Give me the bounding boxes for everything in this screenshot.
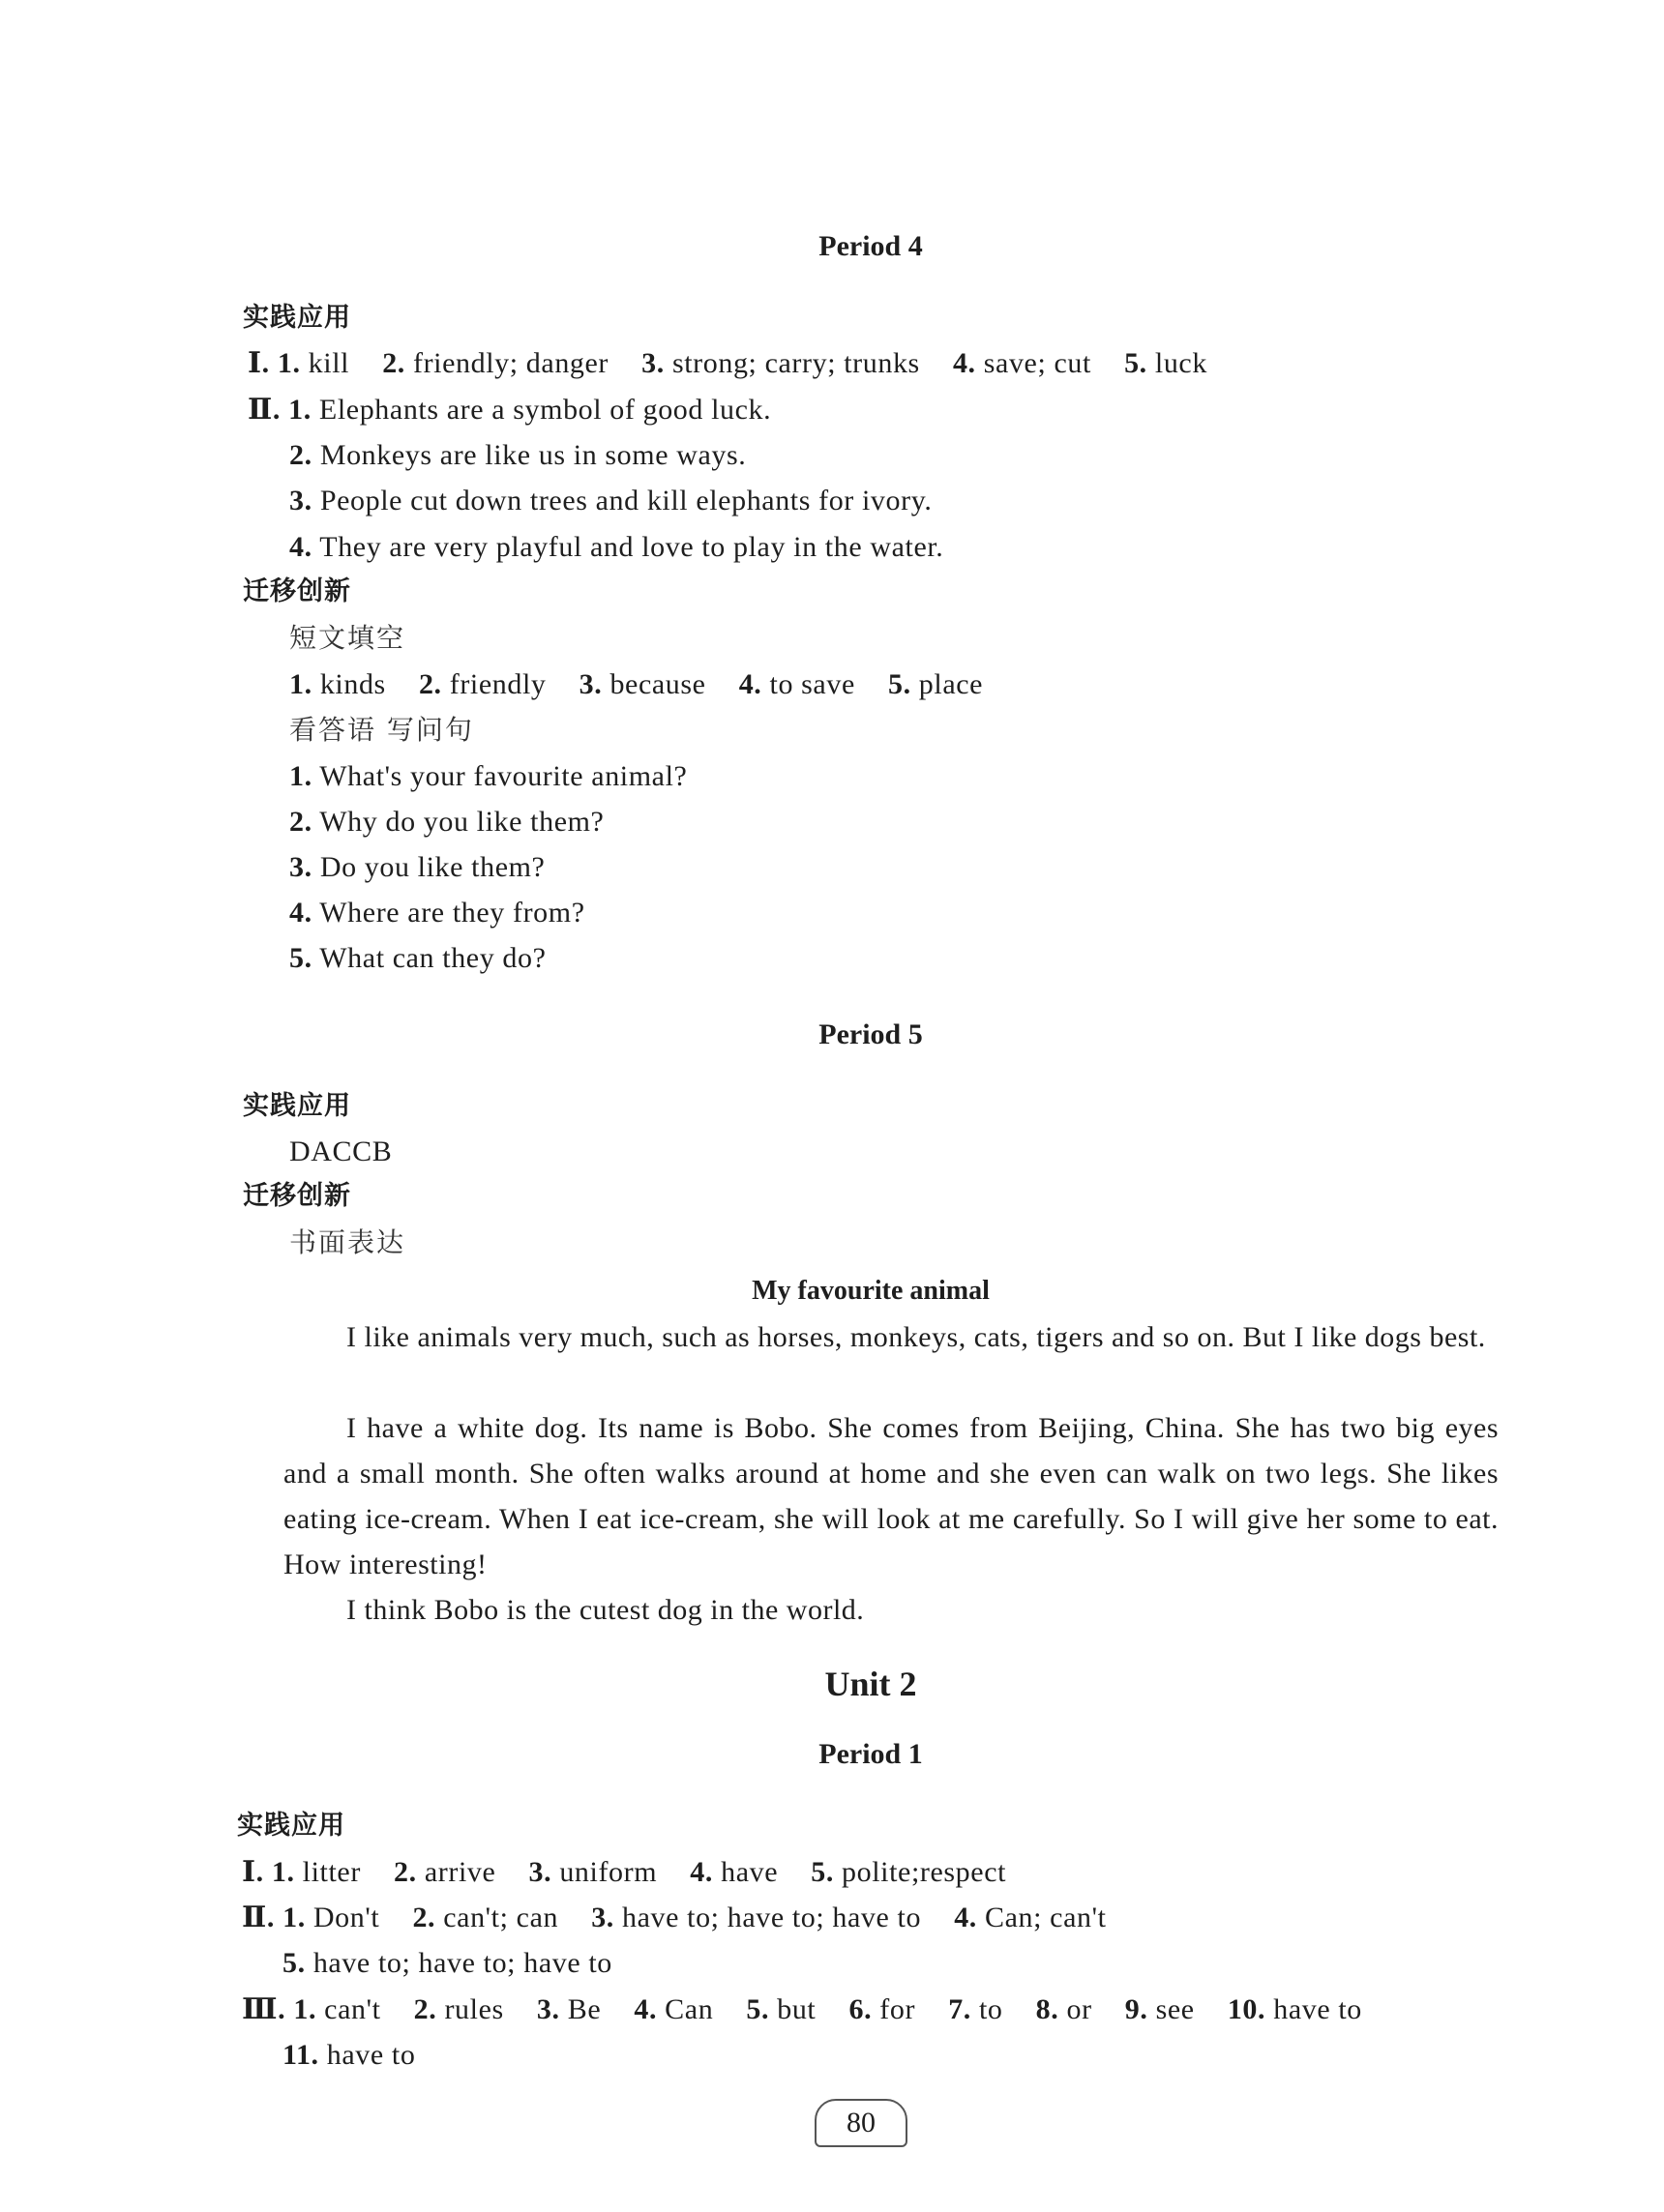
section-transfer-innovation: 迁移创新 [243,576,351,606]
unit-2-heading: Unit 2 [824,1665,917,1703]
cloze-answers: 1. kinds 2. friendly 3. because 4. to save 5. place [289,668,984,700]
essay-paragraph-1: I like animals very much, such as horses, monkeys, cats, tigers and so on. But I like dogs best. [346,1321,1486,1353]
essay-paragraph-2: I have a white dog. Its name is Bobo. She comes from Beijing, China. She has two big eyes and a small month. She often walks around at home and she even can walk on two legs. She likes eating ice-cream. When I eat ice-cream, she will look at me carefully. So I will give her some to eat. How interesting! [283,1412,1499,1580]
unit2-exercise-iii-answers: Ⅲ. 1. can't 2. rules 3. Be 4. Can 5. but 6. for 7. to 8. or 9. see 10. have to [242,1993,1362,2025]
question-answer-4: 4. Where are they from? [289,897,585,929]
subsection-write-questions: 看答语 写问句 [289,714,474,746]
unit2-exercise-ii-answers: Ⅱ. 1. Don't 2. can't; can 3. have to; have to; have to 4. Can; can't [242,1902,1107,1933]
page-number: 80 [815,2099,907,2147]
unit2-exercise-iii-answer-11: 11. have to [282,2039,416,2071]
section-practice-application-3: 实践应用 [237,1811,345,1841]
exercise-ii-answer-2: 2. Monkeys are like us in some ways. [289,439,747,471]
exercise-ii-answer-1: Ⅱ. 1. Elephants are a symbol of good luck. [248,394,772,426]
section-practice-application: 实践应用 [243,303,351,333]
unit-2-period-1-heading: Period 1 [818,1738,923,1770]
exercise-i-answers: Ⅰ. 1. kill 2. friendly; danger 3. strong; carry; trunks 4. save; cut 5. luck [248,347,1207,379]
period-5-heading: Period 5 [818,1018,923,1050]
unit2-exercise-ii-answer-5: 5. have to; have to; have to [282,1947,612,1979]
question-answer-5: 5. What can they do? [289,942,547,974]
question-answer-3: 3. Do you like them? [289,851,546,883]
section-practice-application-2: 实践应用 [243,1091,351,1121]
question-answer-1: 1. What's your favourite animal? [289,760,688,792]
exercise-ii-answer-3: 3. People cut down trees and kill elephants for ivory. [289,485,933,516]
essay-title: My favourite animal [752,1276,990,1306]
unit2-exercise-i-answers: Ⅰ. 1. litter 2. arrive 3. uniform 4. have 5. polite;respect [242,1856,1007,1888]
subsection-cloze: 短文填空 [289,622,406,654]
question-answer-2: 2. Why do you like them? [289,806,605,838]
period-4-heading: Period 4 [818,230,923,262]
multiple-choice-answers: DACCB [289,1135,393,1167]
essay-paragraph-3: I think Bobo is the cutest dog in the world. [346,1594,865,1626]
subsection-writing: 书面表达 [289,1226,406,1258]
exercise-ii-answer-4: 4. They are very playful and love to play in the water. [289,531,944,563]
section-transfer-innovation-2: 迁移创新 [243,1181,351,1211]
